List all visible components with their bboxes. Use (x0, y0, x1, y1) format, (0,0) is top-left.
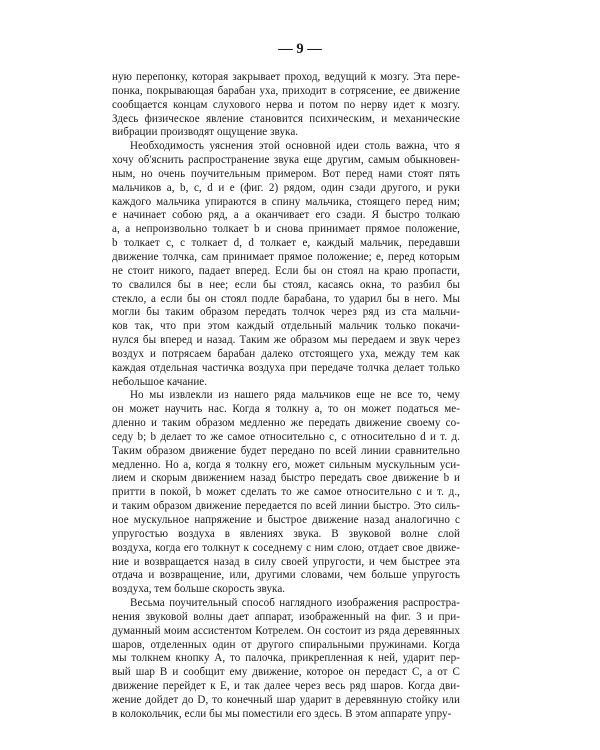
text-line: движение толчка, сам принимает прямое положение; e, перед которым (112, 250, 460, 263)
text-line: в колокольчик, если бы мы поместили его здесь. В этом аппарате упру- (112, 707, 452, 720)
text-line: ным, но очень поучительным примером. Вот перед нами стоят пять (112, 167, 460, 180)
text-line: притти в покой, b может сделать то же самое относительно c и т. д., (112, 486, 460, 499)
text-line: и таким образом движение передается по всей линии быстро. Это силь- (112, 500, 460, 513)
text-line: воздух и потрясаем барабан далеко отстоящего уха, между тем как (112, 347, 460, 360)
paragraph (112, 140, 460, 389)
text-line: небольшое качание. (112, 375, 208, 388)
body-text (112, 71, 460, 722)
text-line: думанный моим ассистентом Котрелем. Он состоит из ряда деревянных (112, 624, 460, 637)
paragraph (112, 597, 460, 722)
text-line: a, a непроизвольно толкает b и снова принимает прямое положение, (112, 223, 460, 236)
text-line: нулся бы вперед и назад. Таким же образом мы передаем и звук через (112, 334, 460, 347)
text-line: вый шар B и сообщит ему движение, которое он передаст C, а от C (112, 666, 460, 679)
text-line: мы толкнем кнопку A, то палочка, прикрепленная к ней, ударит пер- (112, 652, 460, 665)
text-line: отдача и возвращение, или, другими словами, чем больше упругость (112, 569, 460, 582)
text-line: Таким образом движение будет передано по всей линии сравнительно (112, 444, 460, 457)
text-line: воздуха, тем больше скорость звука. (112, 583, 286, 596)
paragraph (112, 71, 460, 140)
text-line: Весьма поучительный способ наглядного изображения распростра- (130, 597, 460, 610)
text-line: ков так, что при этом каждый отдельный мальчик только покачи- (112, 320, 460, 333)
text-line: e начинает собою ряд, а a оканчивает его сзади. Я быстро толкаю (112, 209, 460, 222)
text-line: стекло, а если бы он стоял подле барабана, то ударил бы в него. Мы (112, 292, 460, 305)
text-line: ное мускульное напряжение и быстрое движение назад аналогично с (112, 514, 460, 526)
text-line: хочу об'яснить распространение звука еще другим, самым обыкновен- (112, 154, 460, 167)
text-line: мальчиков a, b, c, d и e (фиг. 2) рядом, один сзади другого, и руки (112, 181, 460, 194)
page-number: — 9 — (278, 41, 322, 57)
text-line: каждая отдельная частичка воздуха при передаче толчка делает только (112, 361, 460, 374)
text-line: b толкает c, c толкает d, d толкает e, каждый мальчик, передавши (112, 237, 460, 250)
text-line: дленно и таким образом медленно же передать движение своему со- (112, 417, 460, 430)
text-line: каждого мальчика упираются в спину мальчика, стоящего перед ним; (112, 195, 460, 208)
text-line: Здесь физическое явление становится психическим, и механические (112, 112, 460, 125)
text-line: он может научить нас. Когда я толкну a, то он может податься ме- (112, 403, 460, 416)
text-line: могли бы таким образом передать толчок через ряд из ста мальчи- (112, 306, 460, 319)
paragraph (112, 389, 460, 597)
text-line: упругостью воздуха в явлениях звука. В звуковой волне слой (112, 527, 460, 540)
text-line: вибрации производят ощущение звука. (112, 126, 299, 139)
text-line: не стоит никого, падает вперед. Если бы он стоял на краю пропасти, (112, 264, 460, 277)
text-line: ную перепонку, которая закрывает проход, ведущий к мозгу. Эта пере- (112, 71, 460, 83)
text-line: медленно. Но a, когда я толкну его, может сильным мускульным уси- (112, 458, 460, 471)
text-line: ние и возвращается назад в силу своей упругости, и чем быстрее эта (112, 555, 460, 568)
text-line: сообщается концам слухового нерва и потом по нерву идет к мозгу. (112, 98, 460, 111)
text-line: воздуха, когда его толкнут к соседнему с ним слою, отдает свое движе- (112, 541, 460, 554)
text-line: седу b; b делает то же самое относительно c, c относительно d и т. д. (112, 430, 460, 443)
text-line: лием и скорым движением назад быстро передать свое движение b и (112, 472, 460, 485)
text-line: движение перейдет к E, и так далее через весь ряд шаров. Когда дви- (112, 680, 460, 693)
text-line: Необходимость уяснения этой основной идеи столь важна, что я (130, 140, 460, 153)
text-line: Но мы извлекли из нашего ряда мальчиков еще не все то, чему (130, 389, 460, 402)
text-line: нения звуковой волны дает аппарат, изображенный на фиг. 3 и при- (112, 610, 460, 623)
text-line: жение дойдет до D, то конечный шар ударит в деревянную стойку или (112, 693, 460, 706)
text-line: понка, покрывающая барабан уха, приходит в сотрясение, ее движение (112, 84, 460, 97)
text-line: шаров, отделенных один от другого спиральными пружинами. Когда (112, 638, 460, 651)
text-line: то свалился бы в нее; если бы стоял, касаясь окна, то разбил бы (112, 278, 460, 291)
